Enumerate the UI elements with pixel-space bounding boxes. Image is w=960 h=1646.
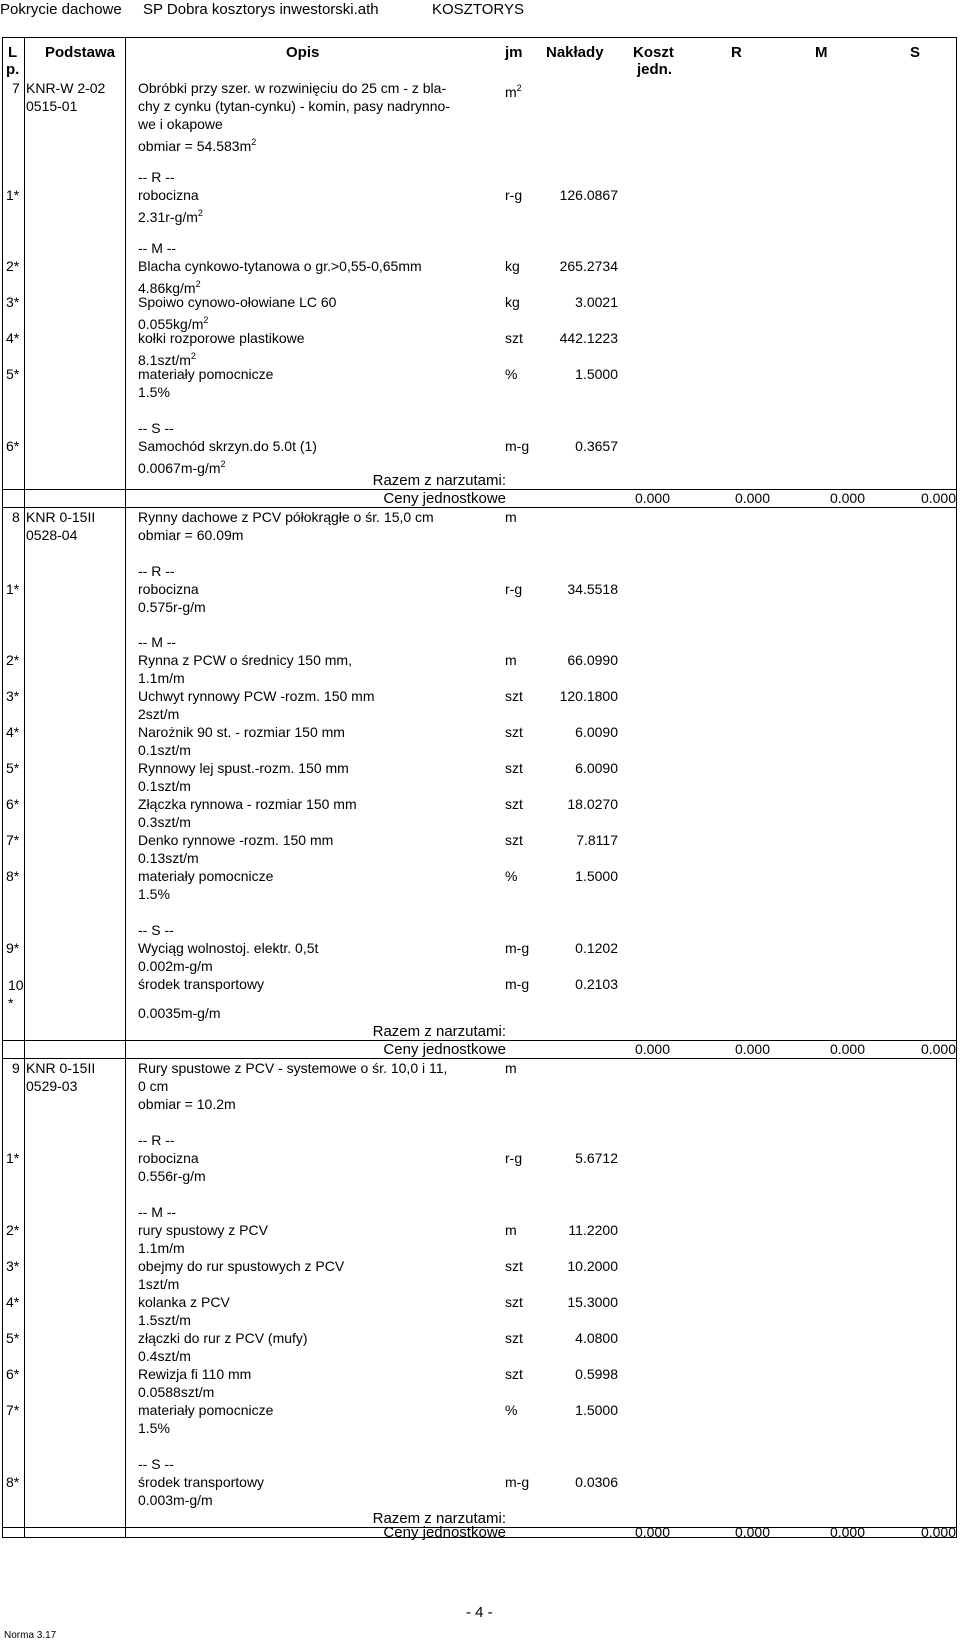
row-name: Wyciąg wolnostoj. elektr. 0,5t bbox=[138, 940, 319, 956]
item-bottom-divider bbox=[2, 1058, 957, 1059]
row-norm: 0.003m-g/m bbox=[138, 1492, 213, 1508]
row-value: 1.5000 bbox=[575, 366, 618, 382]
item-description-line: Rynny dachowe z PCV półokrągłe o śr. 15,0 cm bbox=[138, 509, 434, 525]
total-r: 0.000 bbox=[734, 1041, 770, 1057]
row-norm: 0.1szt/m bbox=[138, 742, 191, 758]
item-obmiar: obmiar = 60.09m bbox=[138, 527, 244, 543]
row-norm: 0.0035m-g/m bbox=[138, 1005, 221, 1021]
row-norm: 1.5% bbox=[138, 384, 170, 400]
row-unit: szt bbox=[505, 1366, 523, 1382]
row-norm: 0.575r-g/m bbox=[138, 599, 206, 615]
row-unit: szt bbox=[505, 832, 523, 848]
row-norm: 1.1m/m bbox=[138, 670, 185, 686]
row-value: 10.2000 bbox=[567, 1258, 618, 1274]
item-description-line: chy z cynku (tytan-cynku) - komin, pasy nadrynno- bbox=[138, 98, 451, 114]
row-unit: szt bbox=[505, 330, 523, 346]
item-description-line: we i okapowe bbox=[138, 116, 223, 132]
row-unit: r-g bbox=[505, 1150, 523, 1166]
row-value: 6.0090 bbox=[575, 760, 618, 776]
row-name: Rewizja fi 110 mm bbox=[138, 1366, 252, 1382]
section-label: -- R -- bbox=[138, 1132, 175, 1148]
col-opis: Opis bbox=[286, 44, 320, 61]
row-norm: 1.5szt/m bbox=[138, 1312, 191, 1328]
total-koszt: 0.000 bbox=[634, 490, 670, 506]
row-lp: 8* bbox=[6, 868, 20, 884]
row-unit: m-g bbox=[505, 1474, 530, 1490]
row-value: 0.5998 bbox=[575, 1366, 618, 1382]
row-name: Spoiwo cynowo-ołowiane LC 60 bbox=[138, 294, 337, 310]
row-value: 3.0021 bbox=[575, 294, 618, 310]
razem-label: Razem z narzutami: bbox=[372, 1510, 506, 1527]
row-name: Blacha cynkowo-tytanowa o gr.>0,55-0,65mm bbox=[138, 258, 422, 274]
item-obmiar: obmiar = $54.583m^2$ bbox=[138, 137, 257, 154]
razem-label: Razem z narzutami: bbox=[372, 1023, 506, 1040]
row-unit: % bbox=[505, 868, 518, 884]
ceny-label: Ceny jednostkowe bbox=[383, 1041, 506, 1058]
item-basis: KNR 0-15II bbox=[26, 509, 96, 525]
col-r: R bbox=[731, 44, 742, 61]
row-value: 0.0306 bbox=[575, 1474, 618, 1490]
row-norm: $4.86kg/m^2$ bbox=[138, 279, 201, 296]
row-norm: $8.1szt/m^2$ bbox=[138, 351, 196, 368]
row-name: środek transportowy bbox=[138, 1474, 265, 1490]
row-name: Uchwyt rynnowy PCW -rozm. 150 mm bbox=[138, 688, 375, 704]
row-norm-text: 4.86kg/m bbox=[138, 280, 196, 296]
row-lp: 6* bbox=[6, 796, 20, 812]
row-lp: 5* bbox=[6, 366, 20, 382]
row-name: Złączka rynnowa - rozmiar 150 mm bbox=[138, 796, 357, 812]
row-name: robocizna bbox=[138, 187, 199, 203]
row-value: 4.0800 bbox=[575, 1330, 618, 1346]
row-lp: 6* bbox=[6, 1366, 20, 1382]
col-divider bbox=[125, 37, 126, 1538]
col-m: M bbox=[815, 44, 828, 61]
row-lp: 1* bbox=[6, 1150, 20, 1166]
item-unit: m bbox=[505, 1060, 517, 1076]
row-name: obejmy do rur spustowych z PCV bbox=[138, 1258, 345, 1274]
section-label: -- M -- bbox=[138, 240, 177, 256]
section-label: -- R -- bbox=[138, 169, 175, 185]
row-unit: szt bbox=[505, 760, 523, 776]
item-number: 8 bbox=[12, 509, 20, 525]
row-name: robocizna bbox=[138, 1150, 199, 1166]
row-lp: 3* bbox=[6, 294, 20, 310]
section-label: -- M -- bbox=[138, 634, 177, 650]
row-unit: szt bbox=[505, 724, 523, 740]
item-obmiar-text: obmiar = 54.583m bbox=[138, 138, 252, 154]
row-norm-text: 0.0067m-g/m bbox=[138, 460, 221, 476]
col-divider bbox=[956, 37, 957, 1538]
section-label: -- R -- bbox=[138, 563, 175, 579]
row-lp: 7* bbox=[6, 1402, 20, 1418]
section-label: -- S -- bbox=[138, 420, 174, 436]
row-unit: szt bbox=[505, 796, 523, 812]
row-value: 1.5000 bbox=[575, 1402, 618, 1418]
row-value: 265.2734 bbox=[559, 258, 618, 274]
item-description-line: 0 cm bbox=[138, 1078, 169, 1094]
total-m: 0.000 bbox=[829, 1524, 865, 1540]
col-jm: jm bbox=[505, 44, 523, 61]
row-value: 0.1202 bbox=[575, 940, 618, 956]
row-name: Rynnowy lej spust.-rozm. 150 mm bbox=[138, 760, 349, 776]
row-lp: 2* bbox=[6, 258, 20, 274]
row-norm: 1.5% bbox=[138, 1420, 170, 1436]
item-unit: m bbox=[505, 509, 517, 525]
row-name: materiały pomocnicze bbox=[138, 1402, 274, 1418]
item-number: 9 bbox=[12, 1060, 20, 1076]
item-basis-code: 0515-01 bbox=[26, 98, 78, 114]
row-lp: 3* bbox=[6, 1258, 20, 1274]
row-unit: m bbox=[505, 1222, 517, 1238]
row-norm: 0.002m-g/m bbox=[138, 958, 213, 974]
row-unit: % bbox=[505, 1402, 518, 1418]
col-koszt-2: jedn. bbox=[637, 61, 673, 78]
row-norm-text: 2.31r-g/m bbox=[138, 209, 198, 225]
row-unit: szt bbox=[505, 1258, 523, 1274]
row-unit: r-g bbox=[505, 187, 523, 203]
item-basis: KNR-W 2-02 bbox=[26, 80, 106, 96]
section-label: -- M -- bbox=[138, 1204, 177, 1220]
row-value: 11.2200 bbox=[568, 1222, 618, 1238]
row-name: rury spustowy z PCV bbox=[138, 1222, 268, 1238]
header-title-right: KOSZTORYS bbox=[432, 1, 524, 18]
row-norm-text: 0.055kg/m bbox=[138, 316, 204, 332]
row-lp: 6* bbox=[6, 438, 20, 454]
row-lp: 8* bbox=[6, 1474, 20, 1490]
header-title-left: Pokrycie dachowe bbox=[0, 1, 122, 18]
row-lp: 4* bbox=[6, 1294, 20, 1310]
row-norm: 0.556r-g/m bbox=[138, 1168, 206, 1184]
row-name: złączki do rur z PCV (mufy) bbox=[138, 1330, 308, 1346]
row-norm: $0.055kg/m^2$ bbox=[138, 315, 209, 332]
row-name: Narożnik 90 st. - rozmiar 150 mm bbox=[138, 724, 345, 740]
row-unit: m-g bbox=[505, 976, 530, 992]
item-basis-code: 0529-03 bbox=[26, 1078, 78, 1094]
row-unit: m bbox=[505, 652, 517, 668]
row-name: robocizna bbox=[138, 581, 199, 597]
total-m: 0.000 bbox=[829, 490, 865, 506]
row-norm: $0.0067m-g/m^2$ bbox=[138, 459, 226, 476]
total-m: 0.000 bbox=[829, 1041, 865, 1057]
row-lp: 1* bbox=[6, 581, 20, 597]
row-norm: 0.3szt/m bbox=[138, 814, 191, 830]
total-s: 0.000 bbox=[920, 1524, 956, 1540]
col-divider bbox=[24, 37, 25, 1538]
row-value: 126.0867 bbox=[559, 187, 618, 203]
document-header bbox=[0, 0, 960, 22]
row-value: 7.8117 bbox=[576, 832, 618, 848]
row-lp: 1* bbox=[6, 187, 20, 203]
row-name: kołki rozporowe plastikowe bbox=[138, 330, 305, 346]
row-name: materiały pomocnicze bbox=[138, 868, 274, 884]
item-basis-code: 0528-04 bbox=[26, 527, 78, 543]
total-koszt: 0.000 bbox=[634, 1041, 670, 1057]
ceny-label: Ceny jednostkowe bbox=[383, 1524, 506, 1541]
ceny-label: Ceny jednostkowe bbox=[383, 490, 506, 507]
row-lp: 10 * bbox=[8, 977, 24, 1011]
norma-version: Norma 3.17 bbox=[4, 1630, 57, 1641]
item-number: 7 bbox=[12, 80, 20, 96]
row-value: 66.0990 bbox=[567, 652, 618, 668]
row-name: Denko rynnowe -rozm. 150 mm bbox=[138, 832, 334, 848]
row-norm-text: 8.1szt/m bbox=[138, 352, 191, 368]
col-s: S bbox=[910, 44, 921, 61]
row-value: 442.1223 bbox=[559, 330, 618, 346]
item-basis: KNR 0-15II bbox=[26, 1060, 96, 1076]
col-lp: L bbox=[8, 44, 18, 61]
section-label: -- S -- bbox=[138, 922, 174, 938]
row-value: 0.2103 bbox=[575, 976, 618, 992]
col-naklady: Nakłady bbox=[546, 44, 604, 61]
row-name: Samochód skrzyn.do 5.0t (1) bbox=[138, 438, 317, 454]
col-podstawa: Podstawa bbox=[45, 44, 116, 61]
item-description-line: Obróbki przy szer. w rozwinięciu do 25 cm - z bla- bbox=[138, 80, 447, 96]
total-s: 0.000 bbox=[920, 490, 956, 506]
page-number: - 4 - bbox=[466, 1604, 493, 1621]
razem-label: Razem z narzutami: bbox=[372, 472, 506, 489]
item-description-line: Rury spustowe z PCV - systemowe o śr. 10,0 i 11, bbox=[138, 1060, 448, 1076]
row-value: 5.6712 bbox=[575, 1150, 618, 1166]
item-unit-text: m bbox=[505, 84, 517, 100]
row-value: 6.0090 bbox=[575, 724, 618, 740]
row-lp: 2* bbox=[6, 1222, 20, 1238]
item-obmiar: obmiar = 10.2m bbox=[138, 1096, 236, 1112]
col-divider bbox=[2, 37, 3, 1538]
row-value: 120.1800 bbox=[559, 688, 618, 704]
row-norm: 0.1szt/m bbox=[138, 778, 191, 794]
row-unit: kg bbox=[505, 294, 520, 310]
row-lp: 4* bbox=[6, 330, 20, 346]
row-unit: r-g bbox=[505, 581, 523, 597]
row-unit: szt bbox=[505, 688, 523, 704]
row-name: materiały pomocnicze bbox=[138, 366, 274, 382]
row-name: środek transportowy bbox=[138, 976, 265, 992]
item-bottom-divider bbox=[2, 507, 957, 508]
row-norm: 1.5% bbox=[138, 886, 170, 902]
header-title-center: SP Dobra kosztorys inwestorski.ath bbox=[143, 1, 379, 18]
row-value: 1.5000 bbox=[575, 868, 618, 884]
row-value: 34.5518 bbox=[567, 581, 618, 597]
row-lp: 3* bbox=[6, 688, 20, 704]
total-s: 0.000 bbox=[920, 1041, 956, 1057]
row-name: Rynna z PCW o średnicy 150 mm, bbox=[138, 652, 352, 668]
row-unit: kg bbox=[505, 258, 520, 274]
table-top-border bbox=[2, 37, 957, 38]
row-norm: 2szt/m bbox=[138, 706, 180, 722]
row-norm: $2.31r-g/m^2$ bbox=[138, 208, 203, 225]
row-lp: 9* bbox=[6, 940, 20, 956]
row-norm: 1szt/m bbox=[138, 1276, 180, 1292]
total-koszt: 0.000 bbox=[634, 1524, 670, 1540]
col-koszt: Koszt bbox=[633, 44, 674, 61]
row-lp: 7* bbox=[6, 832, 20, 848]
section-label: -- S -- bbox=[138, 1456, 174, 1472]
total-r: 0.000 bbox=[734, 490, 770, 506]
row-unit: m-g bbox=[505, 438, 530, 454]
row-norm: 0.0588szt/m bbox=[138, 1384, 215, 1400]
row-unit: szt bbox=[505, 1294, 523, 1310]
row-unit: % bbox=[505, 366, 518, 382]
item-unit: $m^2$ bbox=[505, 83, 522, 100]
row-lp: 5* bbox=[6, 1330, 20, 1346]
row-value: 0.3657 bbox=[575, 438, 618, 454]
row-norm: 1.1m/m bbox=[138, 1240, 185, 1256]
row-value: 18.0270 bbox=[567, 796, 618, 812]
total-r: 0.000 bbox=[734, 1524, 770, 1540]
row-name: kolanka z PCV bbox=[138, 1294, 230, 1310]
row-value: 15.3000 bbox=[567, 1294, 618, 1310]
row-unit: m-g bbox=[505, 940, 530, 956]
row-unit: szt bbox=[505, 1330, 523, 1346]
row-norm: 0.13szt/m bbox=[138, 850, 199, 866]
row-lp: 4* bbox=[6, 724, 20, 740]
row-lp: 5* bbox=[6, 760, 20, 776]
row-lp: 2* bbox=[6, 652, 20, 668]
row-norm: 0.4szt/m bbox=[138, 1348, 191, 1364]
col-lp-2: p. bbox=[6, 61, 20, 78]
